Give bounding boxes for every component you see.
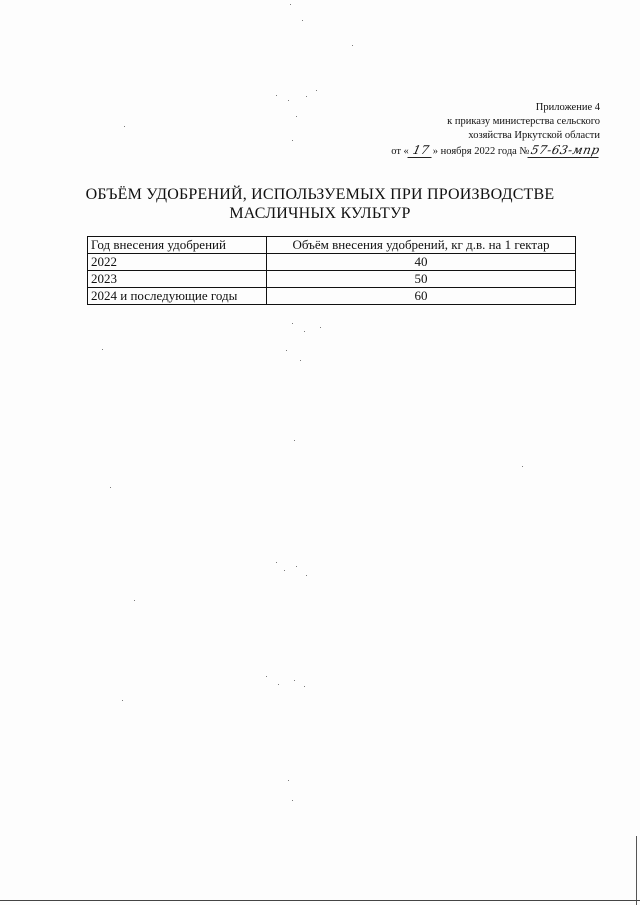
table-row [88, 288, 576, 305]
scan-speck [122, 700, 123, 701]
scan-speck [284, 570, 285, 571]
scan-speck [294, 440, 295, 441]
document-title [0, 185, 640, 223]
scan-speck [304, 686, 305, 687]
annex-date-middle: » ноября 2022 года № [432, 146, 530, 157]
scan-speck [306, 575, 307, 576]
title-line-1: ОБЪЁМ УДОБРЕНИЙ, ИСПОЛЬЗУЕМЫХ ПРИ ПРОИЗВОДСТВЕ [85, 186, 555, 203]
scan-speck [286, 350, 287, 351]
cell-volume: 50 [267, 271, 576, 288]
fertilizer-table [87, 236, 576, 305]
scan-speck [276, 95, 277, 96]
annex-order-ref: к приказу министерства сельского [447, 116, 600, 127]
scan-speck [296, 116, 297, 117]
annex-title: Приложение 4 [535, 102, 600, 113]
scan-bottom-edge [0, 900, 640, 901]
scan-speck [320, 327, 321, 328]
scan-speck [294, 680, 295, 681]
scan-speck [266, 676, 267, 677]
scan-speck [316, 90, 317, 91]
annex-ministry: хозяйства Иркутской области [468, 130, 600, 141]
scan-speck [296, 566, 297, 567]
scan-speck [110, 487, 111, 488]
table-header-row [88, 237, 576, 254]
scan-speck [278, 684, 279, 685]
header-volume: Объём внесения удобрений, кг д.в. на 1 гектар [267, 237, 576, 254]
scan-speck [300, 360, 301, 361]
scan-speck [304, 331, 305, 332]
annex-date-line [391, 143, 600, 159]
handwritten-day: 17 [407, 143, 434, 158]
table-row [88, 271, 576, 288]
scan-speck [134, 600, 135, 601]
scan-speck [352, 45, 353, 46]
scan-speck [288, 780, 289, 781]
scan-speck [124, 126, 125, 127]
cell-volume: 60 [267, 288, 576, 305]
scan-speck [276, 562, 277, 563]
cell-year: 2023 [88, 271, 267, 288]
scan-speck [292, 140, 293, 141]
annex-block [391, 101, 600, 159]
scan-edge-line [636, 836, 637, 905]
scan-speck [302, 20, 303, 21]
scan-speck [290, 4, 291, 5]
scan-speck [288, 100, 289, 101]
handwritten-order-number: 57-63-мпр [528, 143, 602, 158]
title-line-2: МАСЛИЧНЫХ КУЛЬТУР [229, 205, 411, 222]
scan-speck [292, 323, 293, 324]
cell-volume: 40 [267, 254, 576, 271]
scan-speck [522, 466, 523, 467]
scan-speck [102, 349, 103, 350]
scan-speck [292, 800, 293, 801]
header-year: Год внесения удобрений [88, 237, 267, 254]
cell-year: 2022 [88, 254, 267, 271]
table-row [88, 254, 576, 271]
annex-date-prefix: от « [391, 146, 409, 157]
cell-year: 2024 и последующие годы [88, 288, 267, 305]
scan-speck [306, 96, 307, 97]
